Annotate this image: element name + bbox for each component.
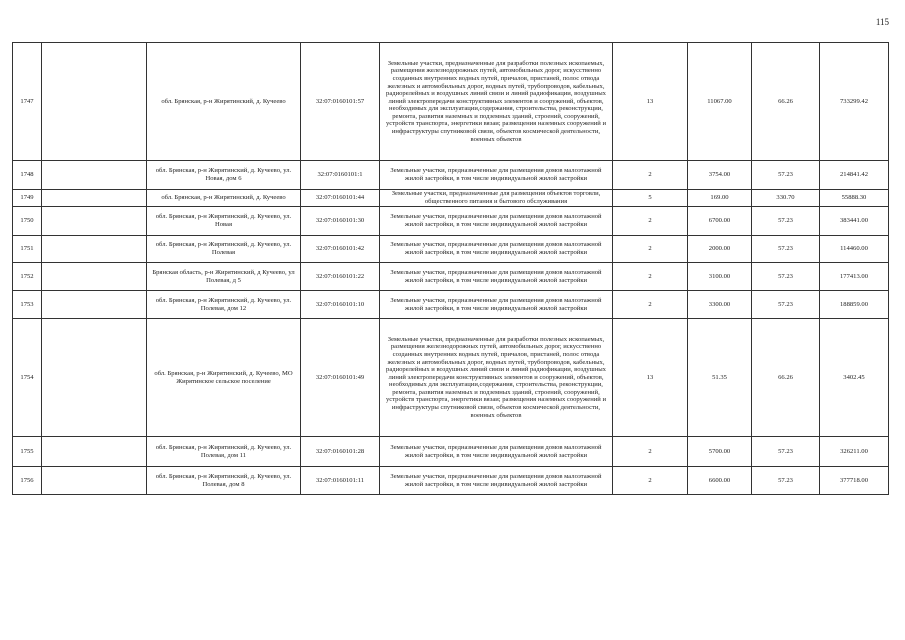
land-use-cell: Земельные участки, предназначенные для размещения домов малоэтажной жилой застройки, в том числе индивидуальной жилой застройки (380, 291, 613, 319)
cadastral-number-cell: 32:07:0160101:42 (301, 236, 380, 263)
category-cell: 13 (613, 319, 688, 437)
cadastral-number-cell: 32:07:0160101:28 (301, 437, 380, 467)
cadastral-value-cell: 377718.00 (820, 467, 889, 495)
category-cell: 13 (613, 43, 688, 161)
empty-cell (42, 43, 147, 161)
cadastral-value-cell: 383441.00 (820, 207, 889, 236)
rate-cell: 66.26 (752, 43, 820, 161)
category-cell: 2 (613, 161, 688, 190)
row-number-cell: 1749 (13, 190, 42, 207)
cadastral-value-cell: 188859.00 (820, 291, 889, 319)
address-cell: обл. Брянская, р-н Жирятинский, д. Кучеево (147, 190, 301, 207)
cadastral-number-cell: 32:07:0160101:10 (301, 291, 380, 319)
rate-cell: 57.23 (752, 291, 820, 319)
address-cell: обл. Брянская, р-н Жирятинский, д. Кучеево, ул. Полевая, дом 8 (147, 467, 301, 495)
table-row (13, 437, 889, 467)
empty-cell (42, 263, 147, 291)
cadastral-number-cell: 32:07:0160101:11 (301, 467, 380, 495)
cadastral-number-cell: 32:07:0160101:57 (301, 43, 380, 161)
rate-cell: 330.70 (752, 190, 820, 207)
rate-cell: 57.23 (752, 236, 820, 263)
cadastral-number-cell: 32:07:0160101:30 (301, 207, 380, 236)
cadastral-number-cell: 32:07:0160101:44 (301, 190, 380, 207)
table-row (13, 467, 889, 495)
area-cell: 3754.00 (688, 161, 752, 190)
area-cell: 51.35 (688, 319, 752, 437)
address-cell: обл. Брянская, р-н Жирятинский, д. Кучеево, ул. Новая (147, 207, 301, 236)
row-number-cell: 1754 (13, 319, 42, 437)
empty-cell (42, 161, 147, 190)
table-row (13, 263, 889, 291)
cadastral-value-cell: 55888.30 (820, 190, 889, 207)
cadastral-value-cell: 114460.00 (820, 236, 889, 263)
row-number-cell: 1747 (13, 43, 42, 161)
empty-cell (42, 467, 147, 495)
category-cell: 2 (613, 263, 688, 291)
land-use-cell: Земельные участки, предназначенные для размещения домов малоэтажной жилой застройки, в том числе индивидуальной жилой застройки (380, 207, 613, 236)
empty-cell (42, 319, 147, 437)
land-use-cell: Земельные участки, предназначенные для разработки полезных ископаемых, размещения железнодорожных путей, автомобильных дорог, искусственно созданных внутренних водных путей, причалов, пристаней, полос отвода железных и автомобильных дорог, водных путей, трубопроводов, кабельных, радиорелейных и воздушных линий связи и линий радиофикации, воздушных линий электропередачи конструктивных элементов и сооружений, объектов, необходимых для эксплуатации,содержания, строительства, реконструкции, ремонта, развития наземных и подземных зданий, строений, сооружений, устройств транспорта, энергетики вязаи; размещения наземных сооружений и инфраструктуры спутниковой связи, объектов космической деятельности, военных объектов (380, 319, 613, 437)
empty-cell (42, 291, 147, 319)
cadastral-value-cell: 326211.00 (820, 437, 889, 467)
cadastral-value-cell: 214841.42 (820, 161, 889, 190)
address-cell: Брянская область, р-н Жирятинский, д Кучеево, ул Полевая, д 5 (147, 263, 301, 291)
land-use-cell: Земельные участки, предназначенные для размещения домов малоэтажной жилой застройки, в том числе индивидуальной жилой застройки (380, 263, 613, 291)
table-row (13, 207, 889, 236)
rate-cell: 66.26 (752, 319, 820, 437)
land-use-cell: Земельные участки, предназначенные для размещения домов малоэтажной жилой застройки, в том числе индивидуальной жилой застройки (380, 161, 613, 190)
land-use-cell: Земельные участки, предназначенные для размещения домов малоэтажной жилой застройки, в том числе индивидуальной жилой застройки (380, 467, 613, 495)
row-number-cell: 1753 (13, 291, 42, 319)
empty-cell (42, 207, 147, 236)
address-cell: обл. Брянская, р-н Жирятинский, д. Кучеево, ул. Полевая, дом 12 (147, 291, 301, 319)
area-cell: 11067.00 (688, 43, 752, 161)
category-cell: 5 (613, 190, 688, 207)
area-cell: 5700.00 (688, 437, 752, 467)
address-cell: обл. Брянская, р-н Жирятинский, д. Кучеево, ул. Полевая (147, 236, 301, 263)
row-number-cell: 1756 (13, 467, 42, 495)
row-number-cell: 1750 (13, 207, 42, 236)
page-number: 115 (875, 17, 889, 27)
address-cell: обл. Брянская, р-н Жирятинский, д. Кучеево, ул. Новая, дом 6 (147, 161, 301, 190)
category-cell: 2 (613, 437, 688, 467)
land-use-cell: Земельные участки, предназначенные для размещения объектов торговли, общественного питания и бытового обслуживания (380, 190, 613, 207)
category-cell: 2 (613, 236, 688, 263)
table-row (13, 190, 889, 207)
cadastral-value-cell: 177413.00 (820, 263, 889, 291)
row-number-cell: 1752 (13, 263, 42, 291)
area-cell: 6700.00 (688, 207, 752, 236)
cadastral-value-cell: 3402.45 (820, 319, 889, 437)
category-cell: 2 (613, 467, 688, 495)
table-row (13, 319, 889, 437)
cadastral-number-cell: 32:07:0160101:49 (301, 319, 380, 437)
cadastral-value-cell: 733299.42 (820, 43, 889, 161)
row-number-cell: 1748 (13, 161, 42, 190)
cadastral-number-cell: 32:07:0160101:22 (301, 263, 380, 291)
table-row (13, 43, 889, 161)
address-cell: обл. Брянская, р-н Жирятинский, д. Кучеево (147, 43, 301, 161)
empty-cell (42, 437, 147, 467)
category-cell: 2 (613, 291, 688, 319)
empty-cell (42, 190, 147, 207)
table-row (13, 291, 889, 319)
area-cell: 2000.00 (688, 236, 752, 263)
table-row (13, 236, 889, 263)
rate-cell: 57.23 (752, 207, 820, 236)
category-cell: 2 (613, 207, 688, 236)
area-cell: 3300.00 (688, 291, 752, 319)
row-number-cell: 1751 (13, 236, 42, 263)
rate-cell: 57.23 (752, 161, 820, 190)
land-use-cell: Земельные участки, предназначенные для размещения домов малоэтажной жилой застройки, в том числе индивидуальной жилой застройки (380, 437, 613, 467)
rate-cell: 57.23 (752, 467, 820, 495)
table-row (13, 161, 889, 190)
area-cell: 169.00 (688, 190, 752, 207)
empty-cell (42, 236, 147, 263)
land-registry-table (12, 42, 889, 495)
rate-cell: 57.23 (752, 263, 820, 291)
area-cell: 3100.00 (688, 263, 752, 291)
rate-cell: 57.23 (752, 437, 820, 467)
row-number-cell: 1755 (13, 437, 42, 467)
registry-table-body (13, 43, 889, 495)
area-cell: 6600.00 (688, 467, 752, 495)
land-use-cell: Земельные участки, предназначенные для размещения домов малоэтажной жилой застройки, в том числе индивидуальной жилой застройки (380, 236, 613, 263)
cadastral-number-cell: 32:07:0160101:1 (301, 161, 380, 190)
address-cell: обл. Брянская, р-н Жирятинский, д. Кучеево, ул. Полевая, дом 11 (147, 437, 301, 467)
address-cell: обл. Брянская, р-н Жирятинский, д. Кучеево, МО Жирятинское сельское поселение (147, 319, 301, 437)
land-use-cell: Земельные участки, предназначенные для разработки полезных ископаемых, размещения железнодорожных путей, автомобильных дорог, искусственно созданных внутренних водных путей, причалов, пристаней, полос отвода железных и автомобильных дорог, водных путей, трубопроводов, кабельных, радиорелейных и воздушных линий связи и линий радиофикации, воздушных линий электропередачи конструктивных элементов и сооружений, объектов, необходимых для эксплуатации,содержания, строительства, реконструкции, ремонта, развития наземных и подземных зданий, строений, сооружений, устройств транспорта, энергетики вязаи; размещения наземных сооружений и инфраструктуры спутниковой связи, объектов космической деятельности, военных объектов (380, 43, 613, 161)
